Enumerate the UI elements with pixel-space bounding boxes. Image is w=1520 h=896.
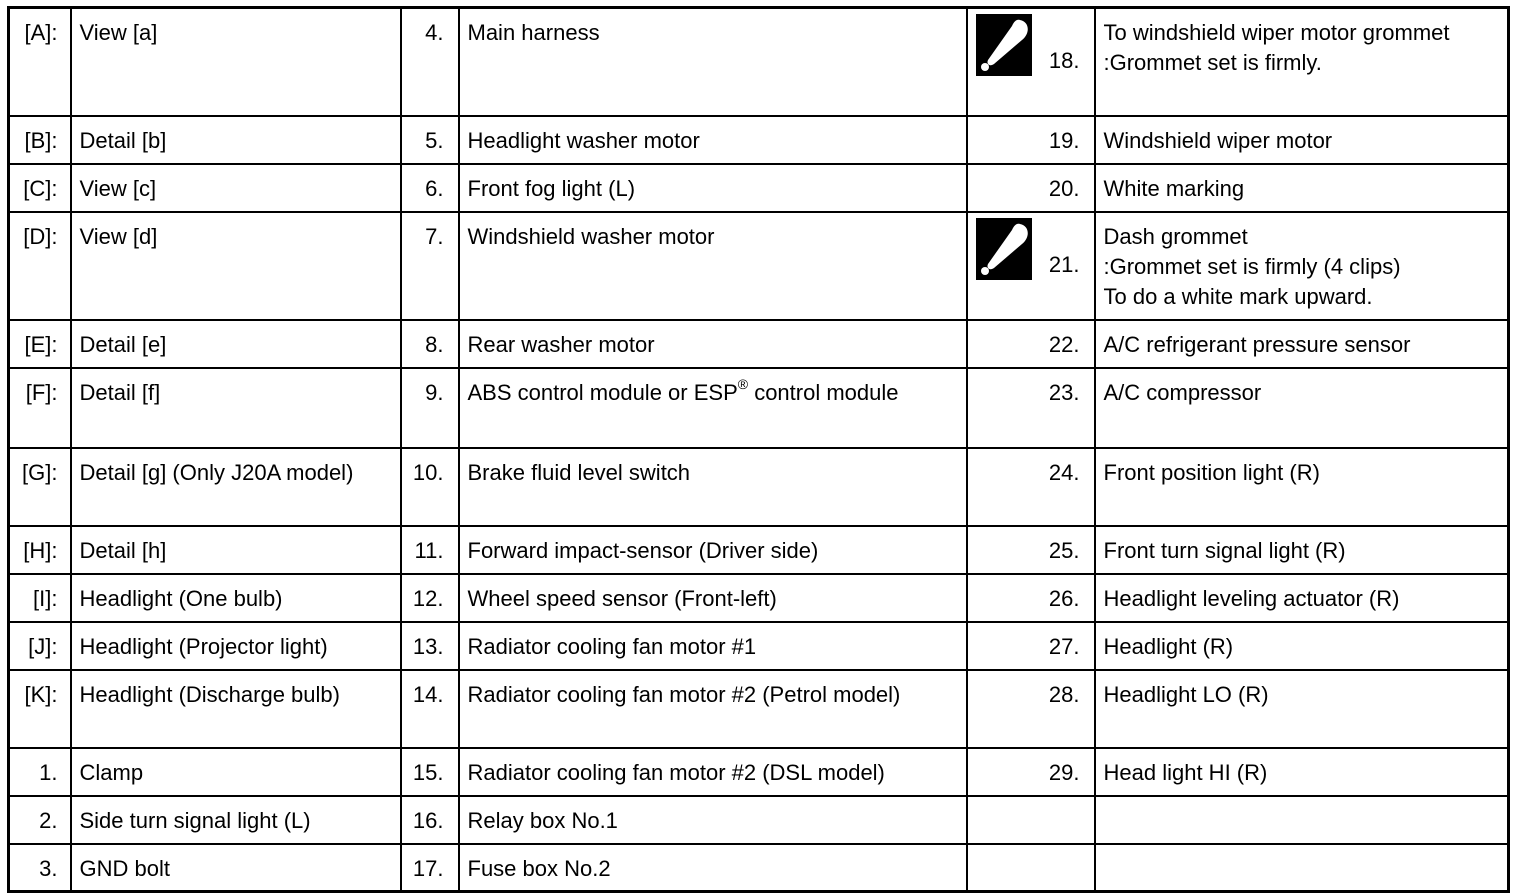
item-number: 6. [401, 164, 459, 212]
view-detail-tag: [A]: [9, 8, 71, 116]
item-label [1095, 844, 1509, 892]
item-label-line: Front turn signal light (R) [1103, 537, 1346, 563]
table-row [9, 574, 1509, 622]
table-row [9, 796, 1509, 844]
view-detail-label: Detail [b] [71, 116, 401, 164]
view-detail-label: View [a] [71, 8, 401, 116]
item-number: 7. [401, 212, 459, 320]
table-row [9, 116, 1509, 164]
item-label [1095, 448, 1509, 526]
view-detail-label: Headlight (Projector light) [71, 622, 401, 670]
item-label-line: Dash grommet [1103, 223, 1248, 249]
item-number: 11. [401, 526, 459, 574]
item-number: 14. [401, 670, 459, 748]
view-detail-label: Detail [h] [71, 526, 401, 574]
table-row [9, 164, 1509, 212]
item-number [967, 796, 1095, 844]
item-label [459, 368, 967, 448]
item-label-text-cont: control module [748, 379, 899, 405]
item-number: 9. [401, 368, 459, 448]
item-number: 29. [967, 748, 1095, 796]
table-row [9, 8, 1509, 116]
view-detail-label: View [c] [71, 164, 401, 212]
view-detail-tag: 1. [9, 748, 71, 796]
item-label: Radiator cooling fan motor #2 (DSL model) [459, 748, 967, 796]
item-label-line: To windshield wiper motor grommet [1103, 20, 1450, 45]
item-number: 27. [967, 622, 1095, 670]
legend-table [7, 6, 1510, 893]
item-label-line: Head light HI (R) [1103, 759, 1268, 785]
item-label: Radiator cooling fan motor #1 [459, 622, 967, 670]
item-number: 10. [401, 448, 459, 526]
item-number: 17. [401, 844, 459, 892]
item-number: 4. [401, 8, 459, 116]
item-label: Windshield washer motor [459, 212, 967, 320]
item-label-line: Windshield wiper motor [1103, 127, 1333, 153]
view-detail-tag: [H]: [9, 526, 71, 574]
item-label [1095, 796, 1509, 844]
item-label: Relay box No.1 [459, 796, 967, 844]
view-detail-tag: [F]: [9, 368, 71, 448]
item-label: Headlight washer motor [459, 116, 967, 164]
view-detail-label: View [d] [71, 212, 401, 320]
item-number: 25. [967, 526, 1095, 574]
item-label: Front fog light (L) [459, 164, 967, 212]
view-detail-tag: [G]: [9, 448, 71, 526]
item-note-line: To do a white mark upward. [1103, 283, 1373, 309]
item-label [1095, 526, 1509, 574]
item-label: Main harness [459, 8, 967, 116]
item-label-line: Front position light (R) [1103, 459, 1320, 485]
item-number [967, 212, 1095, 320]
item-label [1095, 8, 1509, 116]
table-row [9, 526, 1509, 574]
view-detail-label: GND bolt [71, 844, 401, 892]
item-number: 5. [401, 116, 459, 164]
item-label [1095, 368, 1509, 448]
item-label: Rear washer motor [459, 320, 967, 368]
view-detail-label: Detail [e] [71, 320, 401, 368]
table-row [9, 212, 1509, 320]
table-row [9, 670, 1509, 748]
item-number: 24. [967, 448, 1095, 526]
table-row [9, 448, 1509, 526]
item-label-line: White marking [1103, 175, 1245, 201]
view-detail-tag: [K]: [9, 670, 71, 748]
item-label [1095, 320, 1509, 368]
view-detail-tag: [I]: [9, 574, 71, 622]
view-detail-tag: [D]: [9, 212, 71, 320]
item-label-text: ABS control module or ESP [467, 379, 738, 405]
item-label-line: Headlight (R) [1103, 633, 1234, 659]
item-note-line: :Grommet set is firmly. [1103, 50, 1322, 75]
item-label: Wheel speed sensor (Front-left) [459, 574, 967, 622]
registered-mark: ® [737, 376, 749, 393]
view-detail-label: Detail [g] (Only J20A model) [71, 448, 401, 526]
item-number: 8. [401, 320, 459, 368]
item-label-line: A/C compressor [1103, 379, 1262, 405]
view-detail-label: Headlight (One bulb) [71, 574, 401, 622]
item-number [967, 8, 1095, 116]
item-label [1095, 212, 1509, 320]
item-label: Radiator cooling fan motor #2 (Petrol model) [459, 670, 967, 748]
view-detail-tag: [E]: [9, 320, 71, 368]
item-label-line: Headlight leveling actuator (R) [1103, 585, 1400, 611]
table-row [9, 368, 1509, 448]
item-label: Fuse box No.2 [459, 844, 967, 892]
item-number: 20. [967, 164, 1095, 212]
item-number: 12. [401, 574, 459, 622]
item-number: 28. [967, 670, 1095, 748]
item-label [1095, 670, 1509, 748]
view-detail-label: Detail [f] [71, 368, 401, 448]
view-detail-tag: [J]: [9, 622, 71, 670]
item-number: 13. [401, 622, 459, 670]
view-detail-label: Headlight (Discharge bulb) [71, 670, 401, 748]
item-label-line: Headlight LO (R) [1103, 681, 1269, 707]
item-label [1095, 622, 1509, 670]
view-detail-label: Clamp [71, 748, 401, 796]
table-row [9, 320, 1509, 368]
item-label-line: A/C refrigerant pressure sensor [1103, 331, 1411, 357]
view-detail-tag: [C]: [9, 164, 71, 212]
item-number-text: 21. [1048, 251, 1080, 277]
item-label [1095, 748, 1509, 796]
item-number: 26. [967, 574, 1095, 622]
item-label: Forward impact-sensor (Driver side) [459, 526, 967, 574]
item-number: 15. [401, 748, 459, 796]
item-number: 16. [401, 796, 459, 844]
view-detail-tag: 3. [9, 844, 71, 892]
grommet-caution-icon [976, 218, 1032, 280]
item-number [967, 844, 1095, 892]
item-number: 19. [967, 116, 1095, 164]
view-detail-tag: [B]: [9, 116, 71, 164]
table-row [9, 844, 1509, 892]
item-label [1095, 164, 1509, 212]
item-note-line: :Grommet set is firmly (4 clips) [1103, 253, 1401, 279]
view-detail-tag: 2. [9, 796, 71, 844]
item-number-text: 18. [1048, 48, 1080, 73]
item-number: 22. [967, 320, 1095, 368]
item-label [1095, 116, 1509, 164]
item-number: 23. [967, 368, 1095, 448]
grommet-caution-icon [976, 14, 1032, 76]
table-row [9, 622, 1509, 670]
item-label [1095, 574, 1509, 622]
view-detail-label: Side turn signal light (L) [71, 796, 401, 844]
table-row [9, 748, 1509, 796]
item-label: Brake fluid level switch [459, 448, 967, 526]
